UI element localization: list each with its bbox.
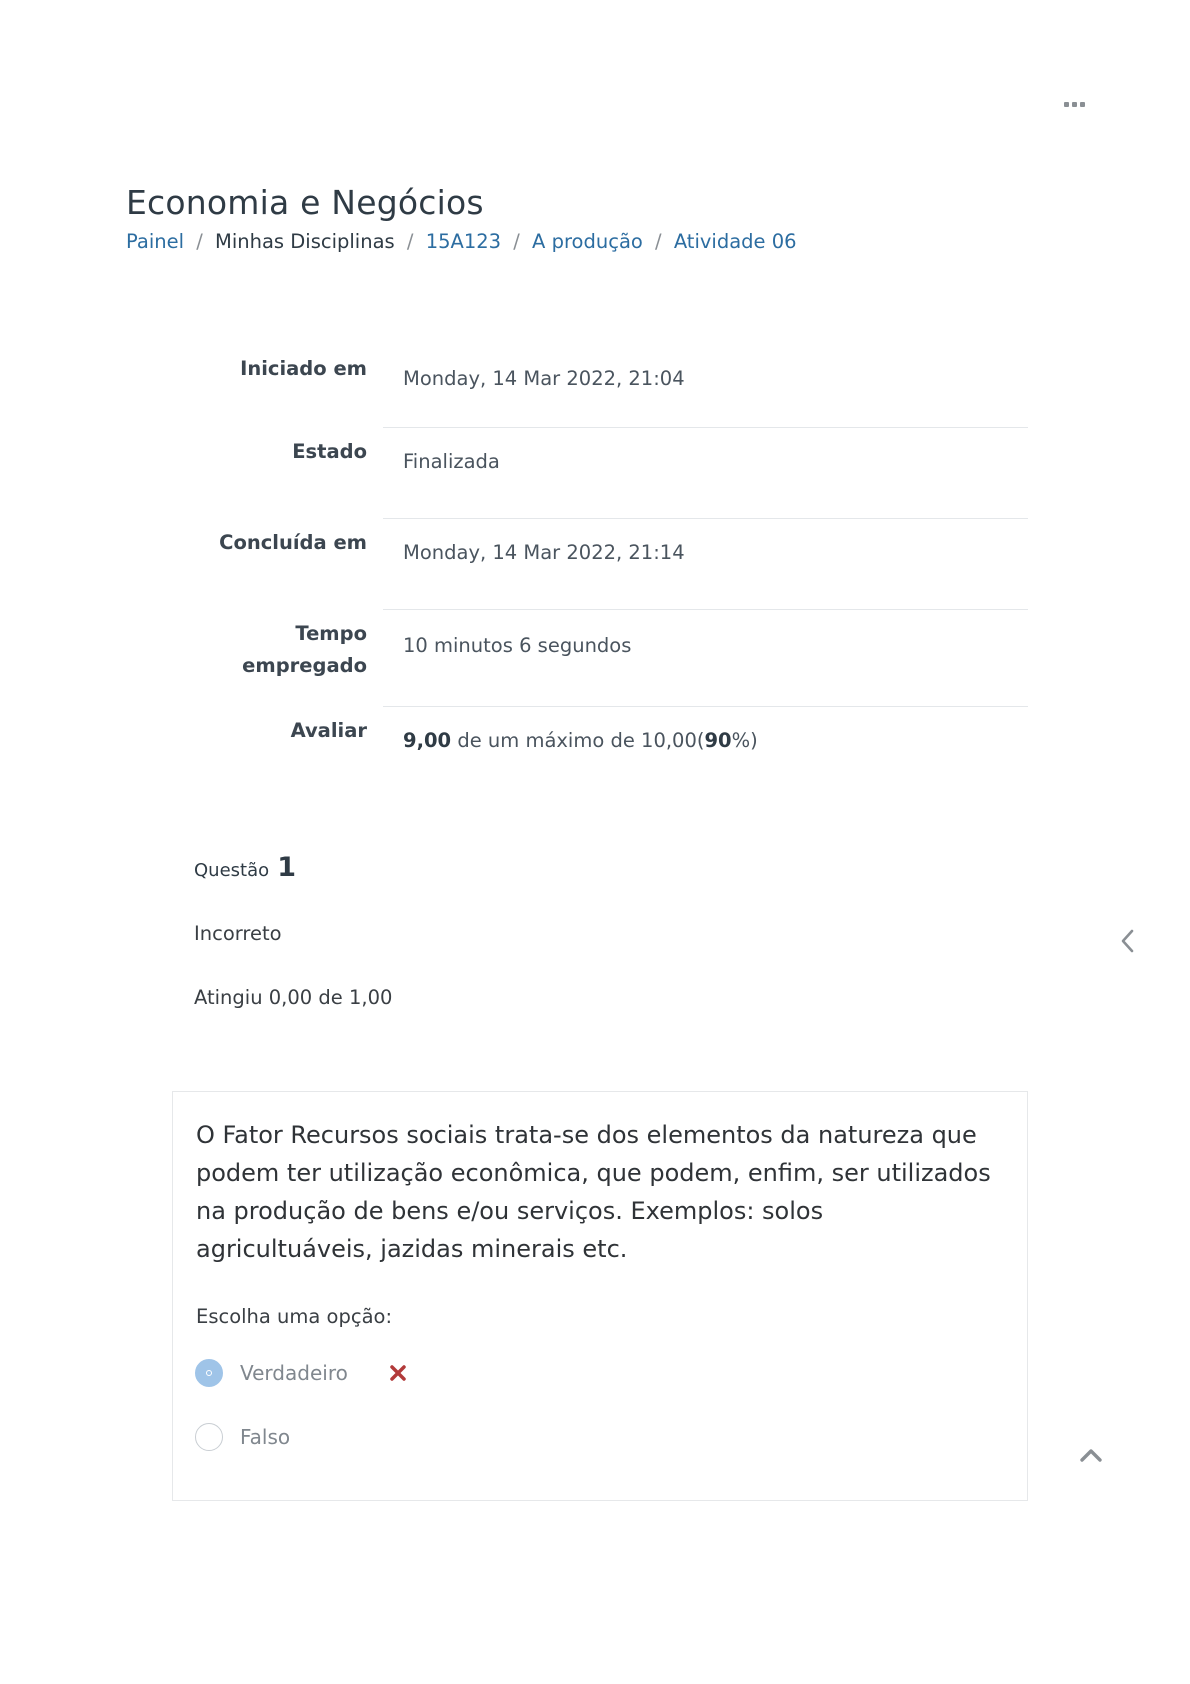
breadcrumb-item-minhas-disciplinas: Minhas Disciplinas xyxy=(215,230,395,253)
more-dot xyxy=(1072,102,1077,107)
question-mark: Atingiu 0,00 de 1,00 xyxy=(194,986,393,1009)
summary-label: Avaliar xyxy=(290,719,367,742)
more-dot xyxy=(1064,102,1069,107)
summary-label xyxy=(160,610,367,707)
grade-max-text: de um máximo de 10,00( xyxy=(451,729,705,752)
question-text: O Fator Recursos sociais trata-se dos elementos da natureza que podem ter utilização econômica, que podem, enfim, ser utilizados na produção de bens e/ou serviços. Exemplos: solos agricultuáveis, jazidas minerais etc. xyxy=(196,1121,991,1263)
more-dot xyxy=(1080,102,1085,107)
summary-label-line: Tempo xyxy=(295,622,367,645)
option-label: Verdadeiro xyxy=(240,1361,348,1385)
question-title: Questão xyxy=(194,860,270,881)
summary-row-grade xyxy=(160,707,1028,797)
breadcrumb xyxy=(126,230,797,253)
radio-unselected[interactable] xyxy=(195,1423,223,1451)
summary-label-line: empregado xyxy=(242,654,367,677)
question-prompt: Escolha uma opção: xyxy=(196,1305,393,1328)
more-options-icon[interactable] xyxy=(1064,102,1085,107)
summary-row-time-taken xyxy=(160,610,1028,707)
option-label: Falso xyxy=(240,1425,291,1449)
breadcrumb-item-course[interactable]: 15A123 xyxy=(425,230,502,253)
summary-row-started xyxy=(160,345,1028,428)
summary-value: Monday, 14 Mar 2022, 21:14 xyxy=(403,541,685,564)
option-verdadeiro[interactable] xyxy=(195,1359,406,1387)
breadcrumb-item-section[interactable]: A produção xyxy=(532,230,643,253)
page-title: Economia e Negócios xyxy=(126,183,484,222)
breadcrumb-item-painel[interactable]: Painel xyxy=(126,230,185,253)
question-state: Incorreto xyxy=(194,922,282,945)
question-header xyxy=(194,852,296,883)
grade-percent: 90 xyxy=(704,729,732,752)
question-number: 1 xyxy=(277,852,297,883)
grade-percent-suffix: %) xyxy=(731,729,758,752)
question-content-box xyxy=(172,1091,1028,1501)
summary-row-completed xyxy=(160,519,1028,610)
summary-label: Iniciado em xyxy=(240,357,367,380)
option-falso[interactable] xyxy=(195,1423,290,1451)
attempt-summary-table xyxy=(160,345,1028,797)
summary-value: 10 minutos 6 segundos xyxy=(403,634,632,657)
summary-value: Finalizada xyxy=(403,450,500,473)
breadcrumb-separator: / xyxy=(196,230,203,253)
grade-value xyxy=(383,707,1028,797)
incorrect-x-icon xyxy=(390,1365,406,1381)
breadcrumb-separator: / xyxy=(406,230,414,253)
summary-row-state xyxy=(160,428,1028,519)
grade-score: 9,00 xyxy=(403,729,452,752)
chevron-left-icon[interactable] xyxy=(1120,928,1136,958)
chevron-up-icon[interactable] xyxy=(1079,1447,1103,1467)
summary-value: Monday, 14 Mar 2022, 21:04 xyxy=(403,367,685,390)
breadcrumb-separator: / xyxy=(655,230,662,253)
summary-label: Concluída em xyxy=(219,531,367,554)
summary-label: Estado xyxy=(292,440,367,463)
breadcrumb-item-activity[interactable]: Atividade 06 xyxy=(673,230,797,253)
radio-selected[interactable] xyxy=(195,1359,223,1387)
breadcrumb-separator: / xyxy=(513,230,520,253)
